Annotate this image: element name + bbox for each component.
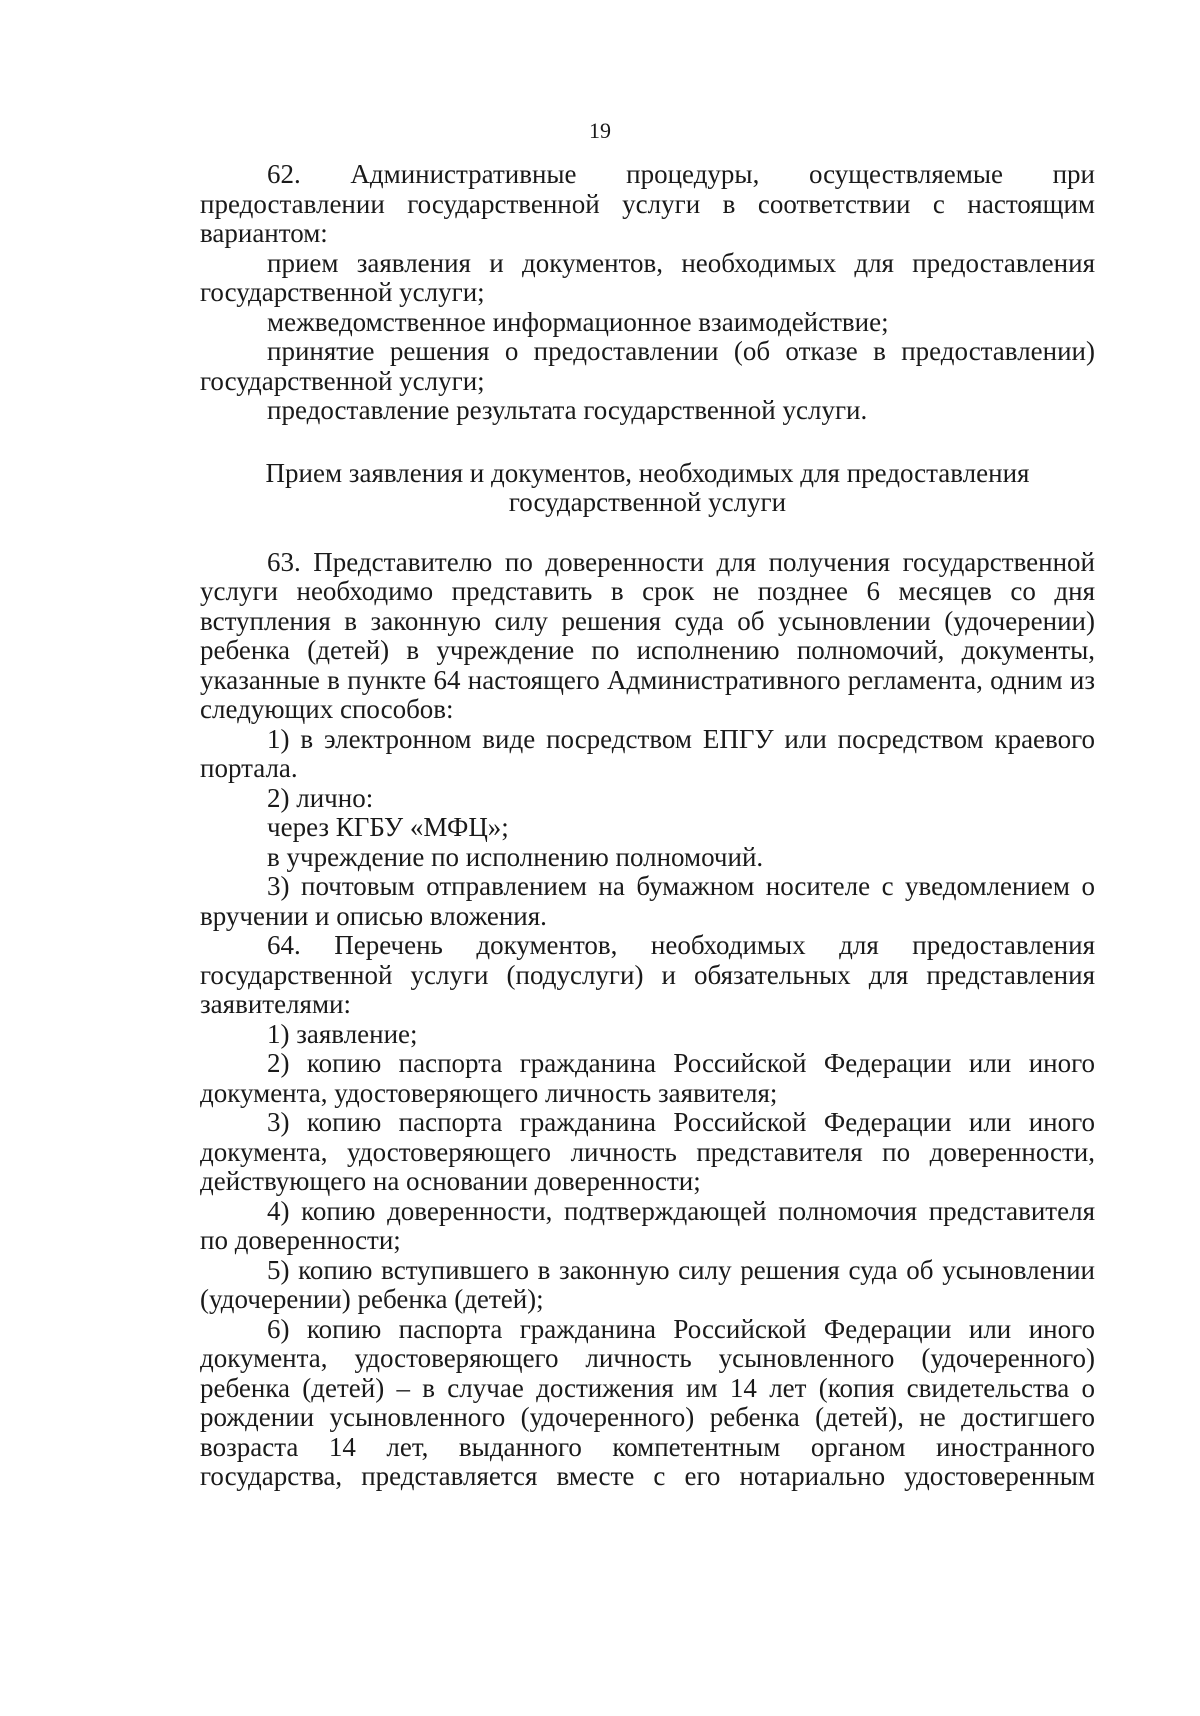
paragraph-62-item: прием заявления и документов, необходимых для предоставления государственной услуги; [200, 247, 1095, 307]
page-number: 19 [589, 118, 611, 143]
section-heading [200, 459, 1095, 518]
paragraph-63-item: в учреждение по исполнению полномочий. [267, 841, 764, 872]
paragraph-64-item: 2) копию паспорта гражданина Российской Федерации или иного документа, удостоверяющего личность заявителя; [200, 1048, 1095, 1108]
paragraph-64-item: 4) копию доверенности, подтверждающей полномочия представителя по доверенности; [200, 1195, 1095, 1255]
paragraph-63-item: 3) почтовым отправлением на бумажном носителе с уведомлением о вручении и описью вложения. [200, 871, 1095, 931]
paragraph-64-item: 6) копию паспорта гражданина Российской Федерации или иного документа, удостоверяющего личность усыновленного (удочеренного) ребенка (детей) – в случае достижения им 14 лет (копия свидетельства о рождении усыновленного (удочеренного) ребенка (детей), не достигшего возраста 14 лет, выданного компетентным органом иностранного государства, представляется вместе с его нотариально удостоверенным [200, 1313, 1095, 1491]
section-heading-line: государственной услуги [508, 487, 787, 517]
paragraph-62-item: принятие решения о предоставлении (об отказе в предоставлении) государственной услуги; [200, 336, 1095, 396]
paragraph-62-intro: 62. Административные процедуры, осуществляемые при предоставлении государственной услуги в соответствии с настоящим вариантом: [200, 159, 1095, 248]
paragraph-64-item: 3) копию паспорта гражданина Российской Федерации или иного документа, удостоверяющего личность представителя по доверенности, действующего на основании доверенности; [200, 1107, 1095, 1196]
paragraph-63-item: 2) лично: [267, 782, 374, 813]
paragraph-64-intro: 64. Перечень документов, необходимых для предоставления государственной услуги (подуслуги) и обязательных для представления заявителями: [200, 930, 1095, 1019]
section-heading-line: Прием заявления и документов, необходимых для предоставления [265, 457, 1030, 488]
paragraph-64-item: 1) заявление; [267, 1018, 418, 1049]
paragraph-64-item: 5) копию вступившего в законную силу решения суда об усыновлении (удочерении) ребенка (детей); [200, 1254, 1095, 1314]
paragraph-63-item: 1) в электронном виде посредством ЕПГУ или посредством краевого портала. [200, 723, 1095, 783]
paragraph-63-intro: 63. Представителю по доверенности для получения государственной услуги необходимо представить в срок не позднее 6 месяцев со дня вступления в законную силу решения суда об усыновлении (удочерении) ребенка (детей) в учреждение по исполнению полномочий, документы, указанные в пункте 64 настоящего Административного регламента, одним из следующих способов: [200, 546, 1095, 724]
paragraph-62-item: предоставление результата государственной услуги. [267, 395, 868, 425]
document-body [200, 160, 1095, 1492]
paragraph-63-item: через КГБУ «МФЦ»; [267, 812, 509, 842]
paragraph-62-item: межведомственное информационное взаимодействие; [267, 306, 889, 337]
